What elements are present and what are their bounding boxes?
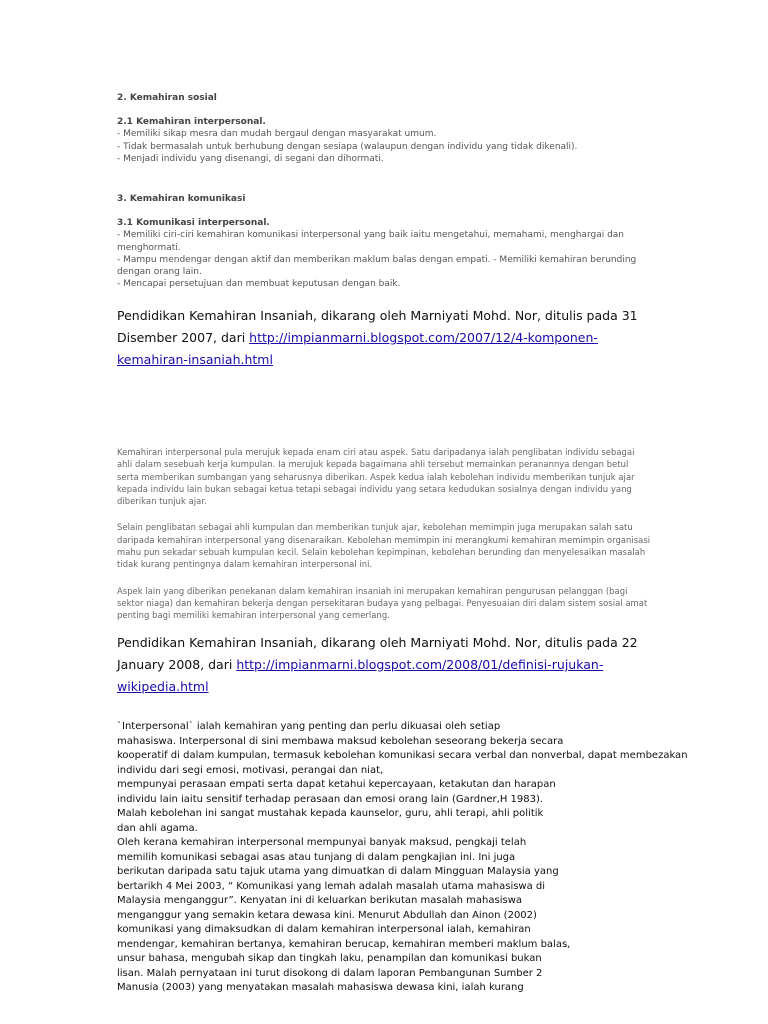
section-2-heading: 2. Kemahiran sosial bbox=[117, 93, 217, 103]
section-3-heading: 3. Kemahiran komunikasi bbox=[117, 194, 246, 204]
citation-2-text: Pendidikan Kemahiran Insaniah, dikarang oleh Marniyati Mohd. Nor, ditulis pada 22 January 2008, dari bbox=[117, 635, 638, 672]
text-line: Manusia (2003) yang menyatakan masalah mahasiswa dewasa kini, ialah kurang bbox=[117, 982, 524, 993]
citation-1 bbox=[117, 305, 647, 371]
citation-2 bbox=[117, 632, 647, 698]
text-line: kooperatif di dalam kumpulan, termasuk kebolehan komunikasi secara verbal dan nonverbal, dapat membezakan bbox=[117, 750, 688, 761]
text-line: `Interpersonal` ialah kemahiran yang penting dan perlu dikuasai oleh setiap bbox=[117, 721, 501, 732]
section-3-1-heading: 3.1 Komunikasi interpersonal. bbox=[117, 218, 270, 229]
body-paragraphs bbox=[117, 446, 652, 636]
paragraph: Kemahiran interpersonal pula merujuk kepada enam ciri atau aspek. Satu daripadanya ialah penglibatan individu sebagai ahli dalam sesebuah kerja kumpulan. Ia merujuk kepada bagaimana ahli tersebut memainkan peranannya dengan betul serta memberikan sumbangan yang seharusnya diberikan. Aspek kedua ialah kebolehan individu memberikan tunjuk ajar kepada individu lain bukan sebagai ketua tetapi sebagai individu yang setara kedudukan sosialnya dengan individu yang diberikan tunjuk ajar. bbox=[117, 447, 635, 507]
section-3 bbox=[117, 193, 637, 290]
text-line: bertarikh 4 Mei 2003, “ Komunikasi yang lemah adalah masalah utama mahasiswa di bbox=[117, 880, 546, 892]
text-line: berikutan daripada satu tajuk utama yang dimuatkan di dalam Mingguan Malaysia yang bbox=[117, 866, 559, 877]
citation-1-text: Pendidikan Kemahiran Insaniah, dikarang oleh Marniyati Mohd. Nor, ditulis pada 31 Disember 2007, dari bbox=[117, 308, 638, 345]
list-item: - Tidak bermasalah untuk berhubung dengan sesiapa (walaupun dengan individu yang tidak dikenali). bbox=[117, 141, 578, 152]
citation-1-link[interactable]: http://impianmarni.blogspot.com/2007/12/4-komponen-kemahiran-insaniah.html bbox=[117, 330, 598, 367]
paragraph: Selain penglibatan sebagai ahli kumpulan dan memberikan tunjuk ajar, kebolehan memimpin juga merupakan salah satu daripada kemahiran interpersonal yang disenaraikan. Kebolehan memimpin ini merangkumi kemahiran memimpin organisasi mahu pun sekadar sebuah kumpulan kecil. Selain kebolehan kepimpinan, kebolehan berunding dan menyelesaikan masalah tidak kurang pentingnya dalam kemahiran interpersonal ini. bbox=[117, 522, 651, 570]
section-2-1-heading: 2.1 Kemahiran interpersonal. bbox=[117, 117, 266, 128]
text-line: mendengar, kemahiran bertanya, kemahiran berucap, kemahiran memberi maklum balas, bbox=[117, 938, 571, 950]
paragraph: Aspek lain yang diberikan penekanan dalam kemahiran insaniah ini merupakan kemahiran pengurusan pelanggan (bagi sektor niaga) dan kemahiran bekerja dengan persekitaran budaya yang pelbagai. Penyesuaian diri dalam sistem sosial amat penting bagi memiliki kemahiran interpersonal yang cemerlang. bbox=[117, 585, 648, 621]
text-line: memilih komunikasi sebagai asas atau tunjang di dalam pengkajian ini. Ini juga bbox=[117, 851, 516, 863]
text-line: menganggur yang semakin ketara dewasa kini. Menurut Abdullah dan Ainon (2002) bbox=[117, 909, 537, 921]
text-line: unsur bahasa, mengubah sikap dan tingkah laku, penampilan dan komunikasi bukan bbox=[117, 953, 542, 964]
text-line: individu dari segi emosi, motivasi, perangai dan niat, bbox=[117, 764, 384, 776]
text-line: Malaysia menganggur”. Kenyatan ini di keluarkan berikutan masalah mahasiswa bbox=[117, 895, 523, 906]
citation-2-link[interactable]: http://impianmarni.blogspot.com/2008/01/definisi-rujukan-wikipedia.html bbox=[117, 657, 604, 694]
text-line: individu lain iaitu sensitif terhadap perasaan dan emosi orang lain (Gardner,H 1983). bbox=[117, 793, 544, 805]
interpersonal-text bbox=[117, 720, 688, 996]
list-item: - Mencapai persetujuan dan membuat keputusan dengan baik. bbox=[117, 279, 401, 290]
text-line: mempunyai perasaan empati serta dapat ketahui kepercayaan, ketakutan dan harapan bbox=[117, 779, 556, 790]
list-item: - Mampu mendengar dengan aktif dan memberikan maklum balas dengan empati. - Memiliki kemahiran berunding dengan orang lain. bbox=[117, 254, 637, 278]
text-line: lisan. Malah pernyataan ini turut disokong di dalam laporan Pembangunan Sumber 2 bbox=[117, 967, 543, 979]
list-item: - Memiliki ciri-ciri kemahiran komunikasi interpersonal yang baik iaitu mengetahui, memahami, menghargai dan menghormati. bbox=[117, 230, 625, 253]
list-item: - Menjadi individu yang disenangi, di segani dan dihormati. bbox=[117, 153, 384, 164]
list-item: - Memiliki sikap mesra dan mudah bergaul dengan masyarakat umum. bbox=[117, 129, 437, 140]
text-line: mahasiswa. Interpersonal di sini membawa maksud kebolehan seseorang bekerja secara bbox=[117, 735, 564, 747]
section-2 bbox=[117, 92, 637, 165]
text-line: komunikasi yang dimaksudkan di dalam kemahiran interpersonal ialah, kemahiran bbox=[117, 924, 531, 935]
text-line: Malah kebolehan ini sangat mustahak kepada kaunselor, guru, ahli terapi, ahli politik bbox=[117, 808, 544, 819]
text-line: Oleh kerana kemahiran interpersonal mempunyai banyak maksud, pengkaji telah bbox=[117, 837, 527, 848]
text-line: dan ahli agama. bbox=[117, 822, 198, 834]
